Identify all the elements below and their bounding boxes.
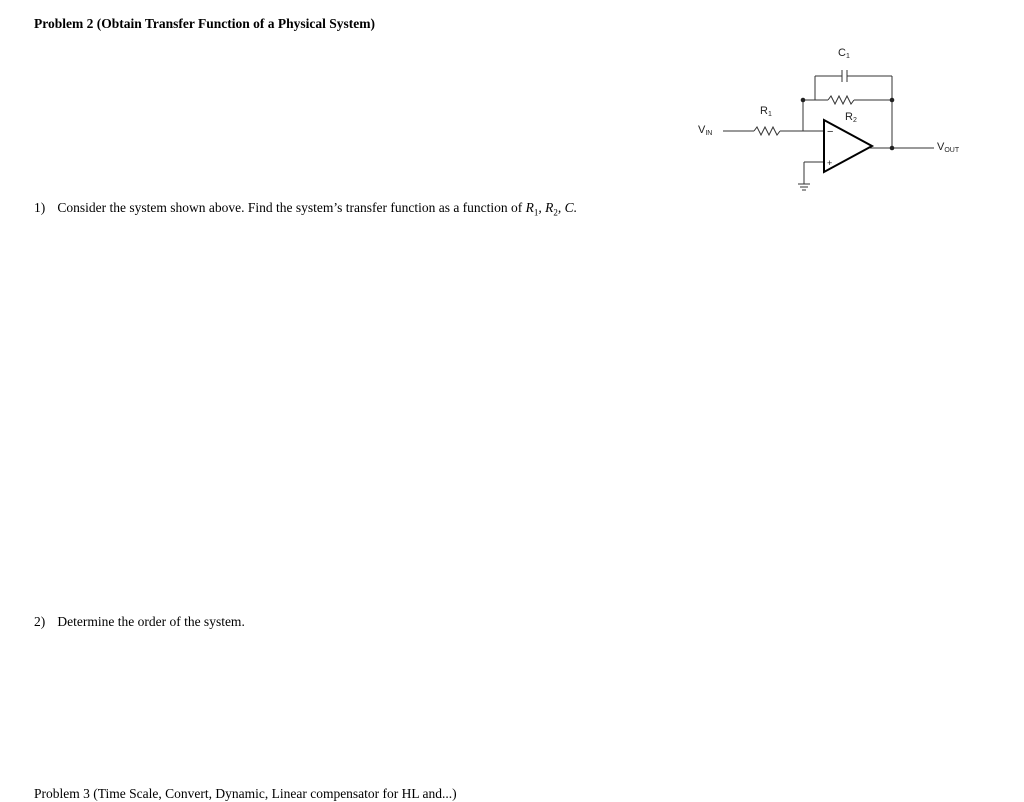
c1-label: [838, 47, 850, 60]
vout-subscript: OUT: [944, 147, 960, 154]
op-amp-plus-sign: +: [827, 158, 833, 168]
question-1-number: 1): [34, 200, 46, 215]
var-r2: R: [545, 200, 554, 215]
r1-label: [760, 105, 772, 118]
r1-subscript: 1: [767, 111, 772, 118]
question-1: [34, 200, 577, 218]
question-2: [34, 614, 245, 630]
r2-label: [845, 111, 857, 124]
ground-symbol: [798, 184, 810, 190]
var-sep-1: ,: [538, 200, 546, 215]
question-2-text: Determine the order of the system.: [57, 614, 245, 629]
question-1-variables: [525, 200, 578, 218]
c1-subscript: 1: [845, 53, 850, 60]
r2-resistor: [828, 96, 854, 104]
var-c: C: [564, 200, 574, 215]
var-sep-2: ,: [557, 200, 565, 215]
c1-letter: C: [838, 47, 846, 59]
vout-letter: V: [937, 141, 945, 153]
var-r1-sub: 1: [533, 207, 539, 218]
problem-title: Problem 2 (Obtain Transfer Function of a Physical System): [34, 16, 375, 31]
question-1-text: Consider the system shown above. Find the system’s transfer function as a function of: [57, 200, 523, 215]
next-problem-cutoff-text: Problem 3 (Time Scale, Convert, Dynamic, Linear compensator for HL and...): [34, 786, 457, 801]
r1-letter: R: [760, 105, 768, 117]
vin-letter: V: [698, 124, 706, 136]
vin-subscript: IN: [705, 130, 713, 137]
var-r2-sub: 2: [553, 207, 558, 218]
var-end: .: [573, 200, 578, 215]
op-amp-circuit-diagram: [690, 38, 980, 203]
r1-resistor: [754, 127, 780, 135]
question-2-number: 2): [34, 614, 46, 629]
vout-label: [937, 141, 960, 154]
vin-label: [698, 124, 712, 137]
op-amp-minus-sign: −: [827, 126, 834, 138]
r2-subscript: 2: [852, 117, 857, 124]
var-r1: R: [525, 200, 534, 215]
r2-letter: R: [845, 111, 853, 123]
